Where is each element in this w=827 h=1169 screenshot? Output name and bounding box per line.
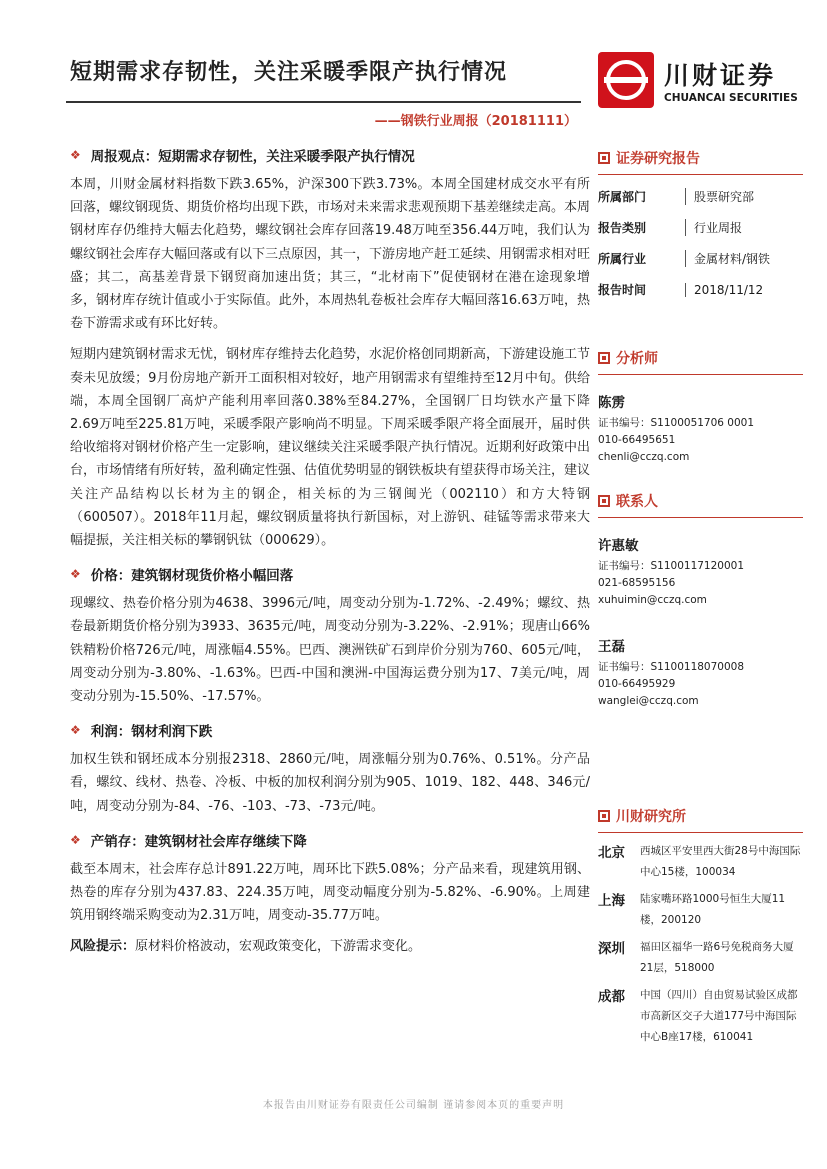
logo-mark-icon — [598, 52, 654, 108]
contact-phone: 021-68595156 — [598, 577, 676, 589]
meta-key: 报告时间 — [598, 283, 647, 297]
contact-name: 王磊 — [598, 639, 625, 655]
main-content — [70, 145, 590, 958]
office-city: 上海 — [598, 893, 625, 909]
report-subtitle: ——钢铁行业周报（20181111） — [374, 114, 577, 129]
meta-row-category — [598, 212, 803, 243]
diamond-bullet-icon: ❖ — [70, 567, 81, 582]
contact-email[interactable]: xuhuimin@cczq.com — [598, 594, 707, 606]
institute-heading — [598, 806, 803, 826]
logo-en-name: CHUANCAI SECURITIES — [664, 92, 798, 104]
analyst-title: 分析师 — [616, 351, 658, 367]
office-address: 中国（四川）自由贸易试验区成都市高新区交子大道177号中海国际中心B座17楼，610041 — [640, 989, 798, 1043]
section-price-title: 价格：建筑钢材现货价格小幅回落 — [90, 568, 294, 585]
report-info-title: 证券研究报告 — [616, 151, 700, 167]
section-profit-heading — [70, 720, 590, 740]
office-city: 深圳 — [598, 941, 625, 957]
contact-name: 许惠敏 — [598, 538, 639, 554]
inventory-paragraph: 截至本周末，社会库存总计891.22万吨，周环比下跌5.08%；分产品来看，现建筑用钢、热卷的库存分别为437.83、224.35万吨，周变动幅度分别为-5.82%、-6.90%。上周建筑用钢终端采购变动为2.31万吨，周变动-35.77万吨。 — [70, 861, 590, 924]
contact-panel — [598, 491, 803, 710]
section-view-heading — [70, 145, 590, 165]
section-view-title: 周报观点：短期需求存韧性，关注采暖季限产执行情况 — [90, 149, 415, 165]
office-beijing — [598, 841, 803, 883]
logo-cn-name: 川财证券 — [664, 61, 777, 90]
analyst-panel — [598, 348, 803, 466]
section-profit-title: 利润：钢材利润下跌 — [90, 724, 213, 741]
diamond-bullet-icon: ❖ — [70, 148, 81, 162]
view-paragraph-1: 本周，川财金属材料指数下跌3.65%，沪深300下跌3.73%。本周全国建材成交水平有所回落，螺纹钢现货、期货价格均出现下跌，市场对未来需求悲观预期下基差继续走高。本周钢材库存仍维持大幅去化趋势，螺纹钢社会库存回落19.48万吨至356.44万吨，我们认为螺纹钢社会库存大幅回落或有以下三点原因，其一，下游房地产赶工延续、用钢需求相对旺盛；其二，高基差背景下钢贸商加速出货；其三，“北材南下”促使钢材在港在途现象增多，钢材库存统计值或小于实际值。此外，本周热轧卷板社会库存大幅回落16.63万吨，热卷下游需求或有环比好转。 — [70, 177, 591, 332]
contact-email[interactable]: wanglei@cczq.com — [598, 695, 699, 707]
meta-value: 行业周报 — [685, 219, 742, 236]
meta-key: 所属行业 — [598, 252, 647, 266]
contact-cert: 证书编号：S1100117120001 — [598, 560, 745, 572]
contact-title: 联系人 — [616, 494, 658, 510]
square-bullet-icon — [598, 810, 610, 822]
office-city: 成都 — [598, 989, 625, 1005]
risk-label: 风险提示： — [70, 939, 136, 955]
diamond-bullet-icon: ❖ — [70, 832, 81, 847]
section-inventory-title: 产销存：建筑钢材社会库存继续下降 — [90, 833, 307, 850]
contact-cert: 证书编号：S1100118070008 — [598, 661, 745, 673]
section-inventory-heading — [70, 830, 590, 850]
profit-paragraph: 加权生铁和钢坯成本分别报2318、2860元/吨，周涨幅分别为0.76%、0.51%。分产品看，螺纹、线材、热卷、冷板、中板的加权利润分别为905、1019、182、448、346元/吨，周变动分别为-84、-76、-103、-73、-73元/吨。 — [70, 752, 590, 814]
analyst-card — [598, 391, 803, 466]
analyst-name: 陈雳 — [598, 395, 625, 411]
meta-row-date — [598, 274, 803, 305]
meta-value: 金属材料/钢铁 — [685, 250, 770, 267]
title-divider — [66, 101, 581, 103]
office-shanghai — [598, 889, 803, 931]
contact-card — [598, 635, 803, 710]
meta-row-industry — [598, 243, 803, 274]
office-chengdu — [598, 985, 803, 1048]
report-info-heading — [598, 148, 803, 168]
office-address: 陆家嘴环路1000号恒生大厦11楼，200120 — [640, 893, 786, 926]
meta-key: 所属部门 — [598, 190, 647, 204]
risk-text: 原材料价格波动，宏观政策变化，下游需求变化。 — [135, 939, 422, 955]
square-bullet-icon — [598, 495, 610, 507]
square-bullet-icon — [598, 152, 610, 164]
meta-value: 股票研究部 — [685, 188, 754, 205]
institute-title: 川财研究所 — [616, 809, 686, 825]
institute-panel — [598, 806, 803, 1054]
analyst-heading — [598, 348, 803, 368]
report-info-panel — [598, 148, 803, 305]
analyst-email[interactable]: chenli@cczq.com — [598, 451, 690, 463]
contact-phone: 010-66495929 — [598, 678, 676, 690]
report-title: 短期需求存韧性，关注采暖季限产执行情况 — [70, 60, 508, 85]
section-price-heading — [70, 564, 590, 584]
square-bullet-icon — [598, 352, 610, 364]
meta-value: 2018/11/12 — [685, 283, 763, 297]
office-address: 西城区平安里西大街28号中海国际中心15楼，100034 — [640, 845, 801, 878]
office-shenzhen — [598, 937, 803, 979]
office-city: 北京 — [598, 845, 625, 861]
office-address: 福田区福华一路6号免税商务大厦21层，518000 — [640, 941, 794, 974]
meta-key: 报告类别 — [598, 221, 647, 235]
analyst-phone: 010-66495651 — [598, 434, 676, 446]
contact-card — [598, 534, 803, 609]
company-logo — [598, 52, 803, 112]
footer-disclaimer: 本报告由川财证券有限责任公司编制 谨请参阅本页的重要声明 — [262, 1100, 565, 1111]
view-paragraph-2: 短期内建筑钢材需求无忧，钢材库存维持去化趋势，水泥价格创同期新高，下游建设施工节奏未见放缓；9月份房地产新开工面积相对较好，地产用钢需求有望维持至12月中旬。供给端，本周全国钢厂高炉产能利用率回落0.38%至84.27%，全国钢厂日均铁水产量下降2.69万吨至225.81万吨，采暖季限产影响尚不明显。下周采暖季限产将全面展开，届时供给收缩将对钢材价格产生一定影响，建议继续关注采暖季限产执行情况。近期利好政策中出台，市场情绪有所好转，盈利确定性强、估值优势明显的钢铁板块有望获得市场关注，建议关注产品结构以长材为主的钢企，相关标的为三钢闽光（002110）和方大特钢（600507）。2018年11月起，螺纹钢质量将执行新国标，对上游钒、硅锰等需求带来大幅提振，关注相关标的攀钢钒钛（000629）。 — [70, 347, 591, 549]
diamond-bullet-icon: ❖ — [70, 723, 81, 738]
contact-heading — [598, 491, 803, 511]
analyst-cert: 证书编号：S1100051706 0001 — [598, 417, 755, 429]
meta-row-department — [598, 181, 803, 212]
risk-warning — [70, 935, 590, 958]
price-paragraph: 现螺纹、热卷价格分别为4638、3996元/吨，周变动分别为-1.72%、-2.49%；螺纹、热卷最新期货价格分别为3933、3635元/吨，周变动分别为-3.22%、-2.91%；现唐山66%铁精粉价格726元/吨，周涨幅4.55%。巴西、澳洲铁矿石到岸价分别为760、605元/吨，周变动分别为-3.80%、-1.63%。巴西-中国和澳洲-中国海运费分别为17、7美元/吨，周变动分别为-15.50%、-17.57%。 — [70, 596, 590, 705]
